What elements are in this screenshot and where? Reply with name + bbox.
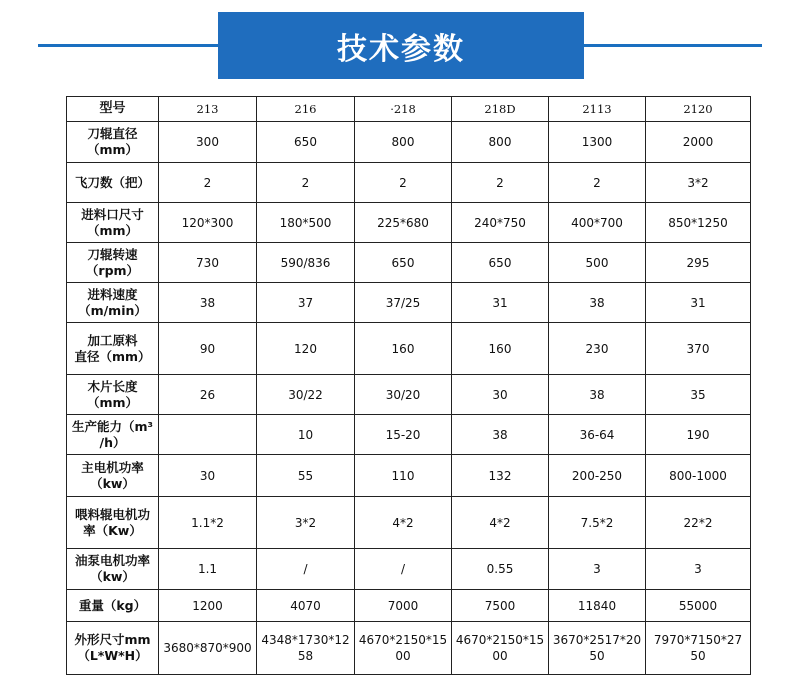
value-cell: 31 — [646, 283, 751, 323]
value-cell: 10 — [257, 415, 355, 455]
value-cell: 1.1*2 — [159, 497, 257, 549]
value-cell: 35 — [646, 375, 751, 415]
table-header-row — [67, 97, 751, 122]
title-banner — [218, 12, 584, 79]
value-cell: 36-64 — [549, 415, 646, 455]
value-cell: 22*2 — [646, 497, 751, 549]
page-title: 技术参数 — [337, 31, 465, 67]
row-label-cell: 油泵电机功率 （kw） — [67, 549, 159, 590]
model-header-cell: 218D — [452, 97, 549, 122]
value-cell: 30 — [452, 375, 549, 415]
table-row — [67, 415, 751, 455]
model-header-cell: 2113 — [549, 97, 646, 122]
row-label-cell: 喂料辊电机功 率（Kw） — [67, 497, 159, 549]
model-header-cell: 216 — [257, 97, 355, 122]
header-line-left — [38, 44, 220, 47]
value-cell: 2 — [257, 163, 355, 203]
table-row — [67, 455, 751, 497]
header-label-cell: 型号 — [67, 97, 159, 122]
model-header-cell: 2120 — [646, 97, 751, 122]
table-row — [67, 375, 751, 415]
value-cell: 30 — [159, 455, 257, 497]
value-cell: 160 — [355, 323, 452, 375]
value-cell: 400*700 — [549, 203, 646, 243]
table-row — [67, 497, 751, 549]
value-cell: 800 — [355, 122, 452, 163]
table-row — [67, 203, 751, 243]
value-cell: 650 — [257, 122, 355, 163]
table-row — [67, 622, 751, 675]
row-label-cell: 主电机功率 （kw） — [67, 455, 159, 497]
value-cell: 7000 — [355, 590, 452, 622]
value-cell: 1300 — [549, 122, 646, 163]
value-cell: 3670*2517*20 50 — [549, 622, 646, 675]
value-cell: 0.55 — [452, 549, 549, 590]
value-cell: 370 — [646, 323, 751, 375]
value-cell: 3*2 — [646, 163, 751, 203]
row-label-cell: 刀辊转速 （rpm） — [67, 243, 159, 283]
value-cell: 2 — [159, 163, 257, 203]
value-cell: 180*500 — [257, 203, 355, 243]
value-cell: 7.5*2 — [549, 497, 646, 549]
value-cell: 38 — [549, 375, 646, 415]
value-cell: 240*750 — [452, 203, 549, 243]
value-cell: / — [355, 549, 452, 590]
table-row — [67, 549, 751, 590]
value-cell: 37/25 — [355, 283, 452, 323]
row-label-cell: 刀辊直径 （mm） — [67, 122, 159, 163]
value-cell: 1200 — [159, 590, 257, 622]
value-cell — [159, 415, 257, 455]
table-row — [67, 323, 751, 375]
value-cell: 4348*1730*12 58 — [257, 622, 355, 675]
row-label-cell: 生产能力（m³ /h） — [67, 415, 159, 455]
value-cell: 225*680 — [355, 203, 452, 243]
table-row — [67, 243, 751, 283]
value-cell: 37 — [257, 283, 355, 323]
value-cell: 590/836 — [257, 243, 355, 283]
table-row — [67, 163, 751, 203]
value-cell: 295 — [646, 243, 751, 283]
value-cell: 3 — [646, 549, 751, 590]
value-cell: 300 — [159, 122, 257, 163]
value-cell: 4670*2150*15 00 — [452, 622, 549, 675]
table-row — [67, 590, 751, 622]
value-cell: 4670*2150*15 00 — [355, 622, 452, 675]
value-cell: 3*2 — [257, 497, 355, 549]
row-label-cell: 进料速度 （m/min） — [67, 283, 159, 323]
value-cell: 15-20 — [355, 415, 452, 455]
row-label-cell: 外形尺寸mm （L*W*H） — [67, 622, 159, 675]
value-cell: 730 — [159, 243, 257, 283]
value-cell: 38 — [549, 283, 646, 323]
value-cell: 4*2 — [355, 497, 452, 549]
value-cell: 4070 — [257, 590, 355, 622]
value-cell: 132 — [452, 455, 549, 497]
value-cell: 200-250 — [549, 455, 646, 497]
value-cell: 30/22 — [257, 375, 355, 415]
row-label-cell: 加工原料 直径（mm） — [67, 323, 159, 375]
value-cell: 31 — [452, 283, 549, 323]
value-cell: 160 — [452, 323, 549, 375]
value-cell: 2 — [452, 163, 549, 203]
value-cell: 3680*870*900 — [159, 622, 257, 675]
value-cell: 1.1 — [159, 549, 257, 590]
value-cell: 230 — [549, 323, 646, 375]
value-cell: 800 — [452, 122, 549, 163]
value-cell: / — [257, 549, 355, 590]
value-cell: 190 — [646, 415, 751, 455]
value-cell: 800-1000 — [646, 455, 751, 497]
table-row — [67, 283, 751, 323]
value-cell: 26 — [159, 375, 257, 415]
spec-table — [66, 96, 751, 675]
value-cell: 2 — [355, 163, 452, 203]
value-cell: 650 — [355, 243, 452, 283]
value-cell: 38 — [452, 415, 549, 455]
row-label-cell: 重量（kg） — [67, 590, 159, 622]
model-header-cell: ·218 — [355, 97, 452, 122]
value-cell: 650 — [452, 243, 549, 283]
value-cell: 55 — [257, 455, 355, 497]
model-header-cell: 213 — [159, 97, 257, 122]
value-cell: 7970*7150*27 50 — [646, 622, 751, 675]
value-cell: 3 — [549, 549, 646, 590]
value-cell: 120 — [257, 323, 355, 375]
value-cell: 7500 — [452, 590, 549, 622]
table-row — [67, 122, 751, 163]
value-cell: 90 — [159, 323, 257, 375]
value-cell: 110 — [355, 455, 452, 497]
value-cell: 2000 — [646, 122, 751, 163]
value-cell: 500 — [549, 243, 646, 283]
value-cell: 850*1250 — [646, 203, 751, 243]
value-cell: 120*300 — [159, 203, 257, 243]
value-cell: 4*2 — [452, 497, 549, 549]
row-label-cell: 进料口尺寸 （mm） — [67, 203, 159, 243]
row-label-cell: 木片长度 （mm） — [67, 375, 159, 415]
value-cell: 2 — [549, 163, 646, 203]
value-cell: 38 — [159, 283, 257, 323]
value-cell: 30/20 — [355, 375, 452, 415]
value-cell: 11840 — [549, 590, 646, 622]
value-cell: 55000 — [646, 590, 751, 622]
header-line-right — [582, 44, 762, 47]
row-label-cell: 飞刀数（把） — [67, 163, 159, 203]
